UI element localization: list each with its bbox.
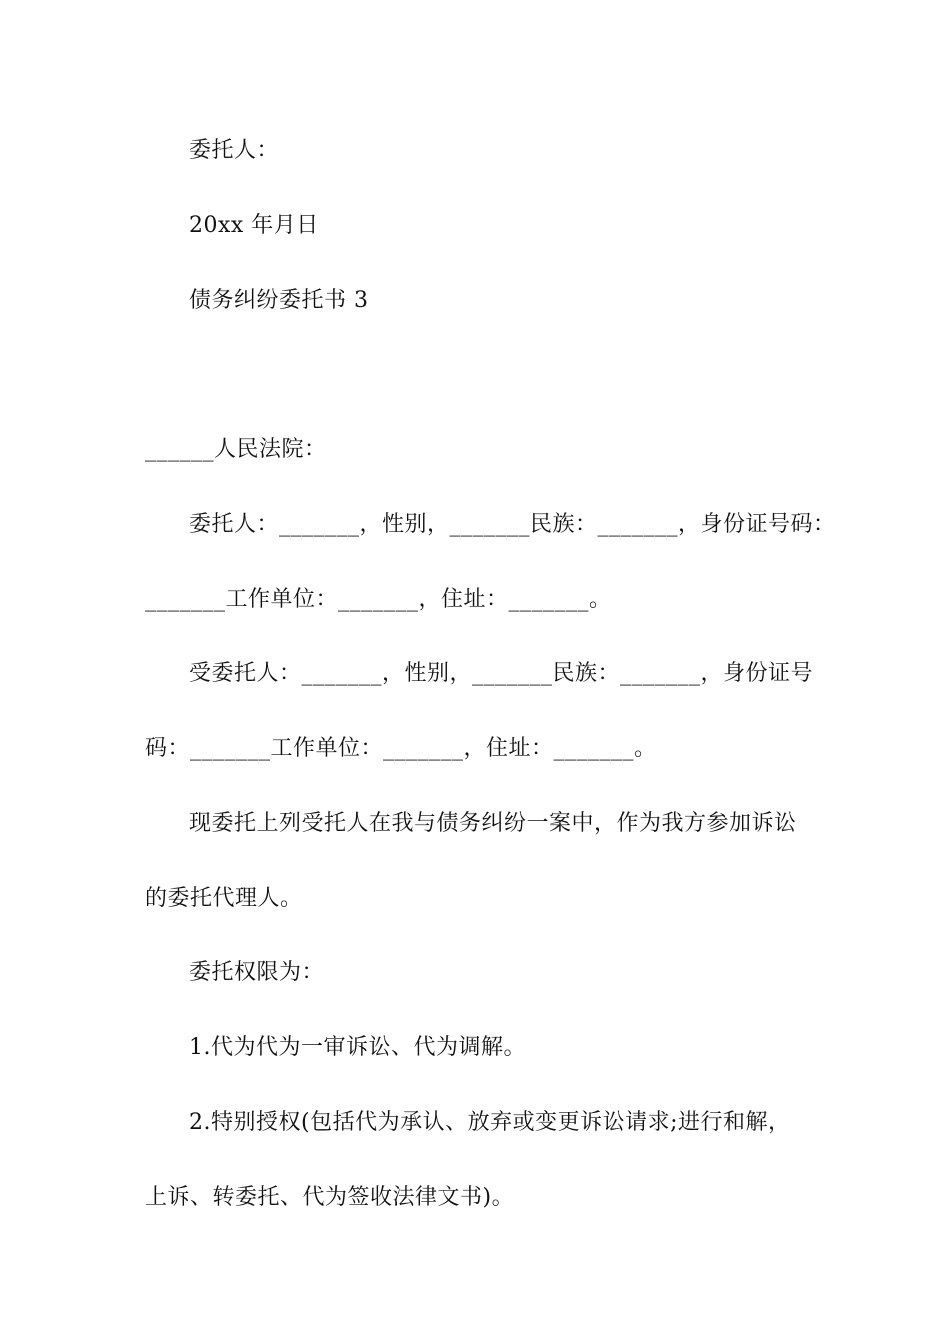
- client-info-line-1: 委托人：_______，性别，_______民族：_______，身份证号码：: [189, 512, 836, 537]
- agent-info-line-2: 码：_______工作单位：_______，住址：_______。: [145, 736, 657, 761]
- scope-item-2-line-2: 上诉、转委托、代为签收法律文书)。: [145, 1185, 515, 1210]
- signature-date: 20xx 年月日: [189, 213, 319, 238]
- authorization-paragraph-line-2: 的委托代理人。: [145, 886, 303, 911]
- agent-info-line-1: 受委托人：_______，性别，_______民族：_______，身份证号: [189, 661, 814, 686]
- scope-item-2-line-1: 2.特别授权(包括代为承认、放弃或变更诉讼请求;进行和解，: [189, 1110, 791, 1135]
- addressee-court: ______人民法院：: [145, 437, 327, 462]
- client-info-line-2: _______工作单位：_______，住址：_______。: [145, 587, 612, 612]
- signature-client-label: 委托人：: [189, 138, 280, 163]
- scope-item-1: 1.代为代为一审诉讼、代为调解。: [189, 1035, 526, 1060]
- authorization-paragraph-line-1: 现委托上列受托人在我与债务纠纷一案中，作为我方参加诉讼: [189, 811, 797, 836]
- section-title: 债务纠纷委托书 3: [189, 288, 369, 313]
- scope-heading: 委托权限为：: [189, 960, 325, 985]
